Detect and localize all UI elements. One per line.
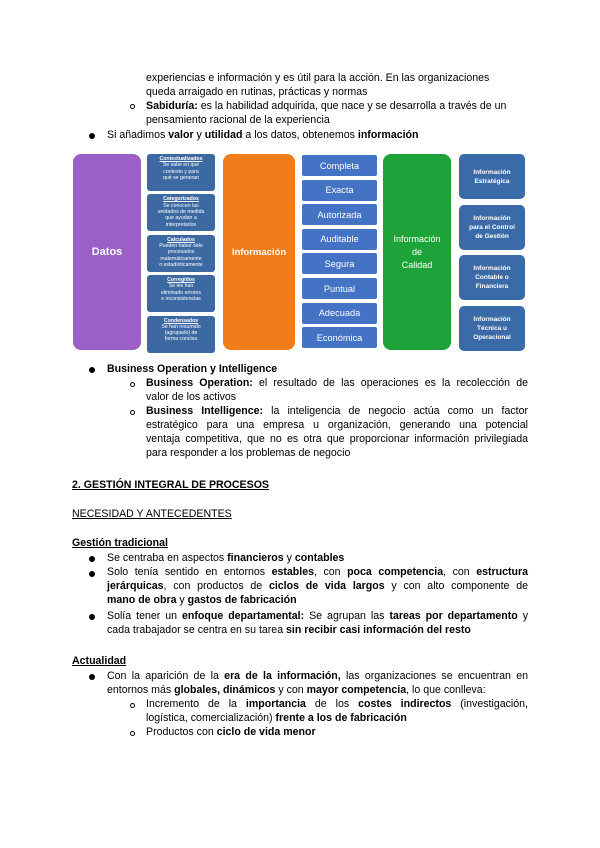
small-box-line: (agrupado) de	[164, 330, 198, 337]
small-box-line: contexto y para	[163, 168, 199, 175]
circle-bullet-icon	[130, 382, 135, 387]
paragraph-line: cada trabajador se centra en su tarea sin recibir casi información del resto	[107, 624, 471, 636]
small-box-line: Pueden haber sido	[159, 243, 203, 250]
tradicional-heading: Gestión tradicional	[72, 537, 168, 549]
small-box-title: Corregidos	[167, 277, 195, 284]
info-type-line: Contable o	[475, 274, 509, 281]
disc-bullet-icon	[89, 556, 95, 562]
circle-bullet-icon	[130, 731, 135, 736]
small-box-line: e inconsistencias	[161, 296, 201, 303]
small-box-line: Se han resumido	[161, 323, 201, 330]
small-box-line: interpretarlos	[165, 221, 197, 228]
list-item: Se centraba en aspectos financieros y contables	[107, 552, 345, 564]
circle-bullet-icon	[130, 104, 135, 109]
info-type-box-3	[459, 255, 525, 300]
info-type-line: para el Control	[469, 223, 515, 231]
list-item: Solo tenía sentido en entornos estables, con poca competencia, con estructura	[107, 566, 529, 578]
actualidad-heading: Actualidad	[72, 655, 127, 667]
small-box-title: Contextualizados	[159, 156, 203, 162]
quality-completa: Completa	[302, 155, 377, 176]
paragraph-line: estratégico para una empresa u organización, generando una potencial	[146, 419, 528, 431]
datos-box: Datos	[73, 154, 141, 350]
small-box-line: Se conocen las	[163, 202, 199, 209]
disc-bullet-icon	[89, 614, 95, 620]
list-item-business-operation: Business Operation: el resultado de las operaciones es la recolección de	[146, 377, 528, 389]
paragraph-line: jerárquicas, con productos de ciclos de vida largos y con alto componente de	[107, 580, 528, 592]
info-type-box-2	[459, 205, 525, 250]
quality-autorizada: Autorizada	[302, 204, 377, 225]
small-box-5	[147, 316, 215, 353]
small-box-line: unidades de medida	[157, 208, 205, 215]
boi-heading: Business Operation y Intelligence	[107, 363, 278, 375]
list-item-sabiduria: Sabiduría: es la habilidad adquirida, que nace y se desarrolla a través de un	[146, 100, 507, 112]
info-type-line: de Gestión	[475, 232, 509, 240]
small-box-title: Categorizados	[163, 196, 199, 203]
disc-bullet-icon	[89, 674, 95, 680]
small-box-3	[147, 235, 215, 272]
paragraph-line: logística, comercialización) frente a los de fabricación	[146, 712, 407, 724]
quality-puntual: Puntual	[302, 278, 377, 299]
info-type-box-4	[459, 306, 525, 351]
small-box-line: matemáticamente	[160, 255, 202, 262]
paragraph-line: ventaja competitiva, que no es otra que proporcionar información privilegiada	[146, 433, 528, 445]
list-item: Solía tener un enfoque departamental: Se agrupan las tareas por departamento y	[107, 610, 529, 622]
list-item-valor: Si añadimos valor y utilidad a los datos, obtenemos información	[107, 129, 419, 141]
list-item: Con la aparición de la era de la información, las organizaciones se encuentran en	[107, 670, 528, 682]
info-type-box-1	[459, 154, 525, 199]
small-box-1	[147, 154, 215, 191]
info-type-line: Operacional	[473, 333, 511, 341]
disc-bullet-icon	[89, 571, 95, 577]
list-item: Productos con ciclo de vida menor	[146, 726, 316, 738]
paragraph-line: pensamiento racional de la experiencia	[146, 114, 330, 126]
disc-bullet-icon	[89, 367, 95, 373]
list-item-business-intelligence: Business Intelligence: la inteligencia de negocio actúa como un factor	[146, 405, 528, 417]
small-box-title: Calculados	[167, 236, 195, 243]
small-box-line: eliminado errores	[160, 289, 202, 296]
list-item: Incremento de la importancia de los costes indirectos (investigación,	[146, 698, 528, 710]
info-type-line: Información	[473, 315, 511, 323]
circle-bullet-icon	[130, 410, 135, 415]
small-box-4	[147, 275, 215, 312]
informacion-calidad-box	[383, 154, 451, 350]
info-type-line: Información	[473, 168, 511, 176]
info-type-line: Técnica u	[477, 324, 507, 332]
paragraph-line: experiencias e información y es útil para la acción. En las organizaciones	[146, 72, 490, 84]
circle-bullet-icon	[130, 703, 135, 708]
small-box-line: qué se generan	[162, 174, 200, 181]
disc-bullet-icon	[89, 133, 95, 139]
small-box-2	[147, 194, 215, 231]
quality-exacta: Exacta	[302, 180, 377, 201]
quality-económica: Económica	[302, 327, 377, 348]
paragraph-line: mano de obra y gastos de fabricación	[107, 594, 297, 606]
calidad-label-line: Información	[393, 233, 441, 244]
quality-adecuada: Adecuada	[302, 303, 377, 324]
info-type-line: Financiera	[475, 283, 509, 290]
calidad-label-line: de	[411, 246, 422, 257]
section-subtitle: NECESIDAD Y ANTECEDENTES	[72, 508, 232, 520]
paragraph-line: queda arraigado en rutinas, prácticas y normas	[146, 86, 368, 98]
small-box-line: que ayudan a	[165, 215, 197, 222]
small-box-line: Se sabe en qué	[162, 162, 200, 169]
small-box-line: o estadísticamente	[159, 261, 203, 268]
small-box-line: procesados	[167, 249, 195, 256]
quality-segura: Segura	[302, 253, 377, 274]
info-type-line: Información	[473, 214, 511, 222]
paragraph-line: para responder a los problemas de negocio	[146, 447, 351, 459]
quality-auditable: Auditable	[302, 229, 377, 250]
small-box-line: forma concisa	[164, 336, 198, 343]
paragraph-line: valor de los activos	[146, 391, 237, 403]
info-type-line: Información	[473, 265, 511, 272]
informacion-box: Información	[223, 154, 295, 350]
paragraph-line: entornos más globales, dinámicos y con mayor competencia, lo que conlleva:	[107, 684, 486, 696]
calidad-label-line: Calidad	[401, 259, 433, 270]
info-type-line: Estratégica	[474, 177, 510, 185]
small-box-title: Condensados	[163, 317, 199, 324]
small-box-line: Se les han	[168, 283, 194, 290]
section-title: 2. GESTIÓN INTEGRAL DE PROCESOS	[72, 479, 269, 491]
